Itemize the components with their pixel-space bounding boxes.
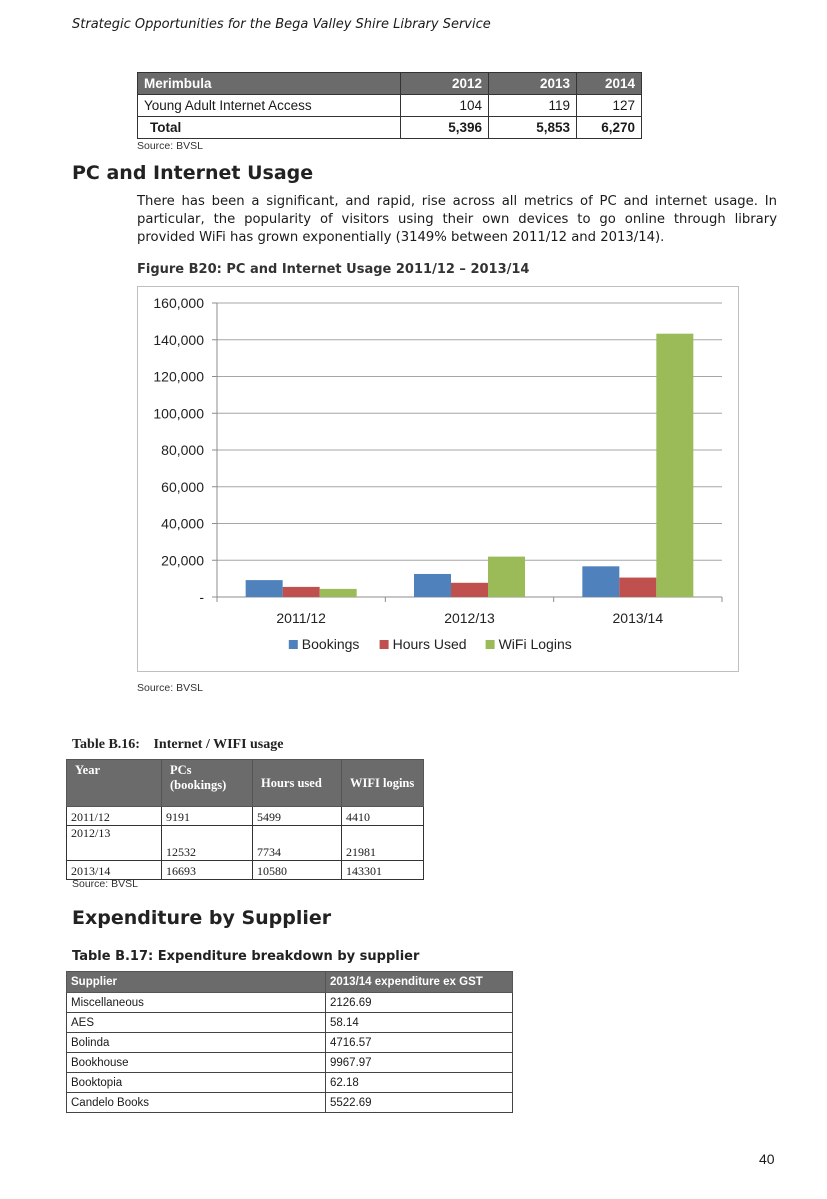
bar-bookings xyxy=(582,566,619,597)
legend-swatch xyxy=(289,640,298,649)
y-tick-label: 60,000 xyxy=(161,478,204,495)
table-b17-title: Table B.17: Expenditure breakdown by supplier xyxy=(72,949,420,964)
table-cell: Booktopia xyxy=(67,1073,326,1093)
table-row xyxy=(67,1073,513,1093)
table-header-cell: Year xyxy=(67,760,162,807)
y-tick-label: 40,000 xyxy=(161,515,204,532)
table-row xyxy=(67,807,424,826)
y-tick-label: 80,000 xyxy=(161,442,204,458)
bar-wifi-logins xyxy=(488,557,525,597)
bar-wifi-logins xyxy=(320,589,357,597)
table-cell: 10580 xyxy=(253,861,342,880)
table-cell: 5522.69 xyxy=(326,1093,513,1113)
table-cell: 104 xyxy=(401,95,489,117)
table-row xyxy=(67,993,513,1013)
table-header-cell: 2014 xyxy=(577,73,642,95)
table-header-cell: Merimbula xyxy=(138,73,401,95)
table-cell: Young Adult Internet Access xyxy=(138,95,401,117)
table-header-cell: 2012 xyxy=(401,73,489,95)
table-cell: 2126.69 xyxy=(326,993,513,1013)
y-tick-label: 120,000 xyxy=(153,368,204,385)
table-cell: 5,396 xyxy=(401,117,489,139)
table-cell: 4410 xyxy=(342,807,424,826)
body-paragraph: There has been a significant, and rapid, rise across all metrics of PC and internet usage. In particular, the popularity of visitors using their own devices to go online through library provided WiFi has grown exponentially (3149% between 2011/12 and 2013/14). xyxy=(137,194,777,245)
figure-source: Source: BVSL xyxy=(137,682,203,694)
table-header-row xyxy=(67,760,424,807)
table-cell: 9967.97 xyxy=(326,1053,513,1073)
page-number: 40 xyxy=(759,1151,775,1167)
table-cell: 21981 xyxy=(342,826,424,861)
table-row xyxy=(67,1013,513,1033)
legend-label: Bookings xyxy=(301,636,360,652)
legend-label: Hours Used xyxy=(392,636,467,652)
table-title: Internet / WIFI usage xyxy=(153,737,284,752)
y-tick-label: 160,000 xyxy=(153,295,204,311)
y-tick-label: 100,000 xyxy=(153,405,204,422)
table-cell: 4716.57 xyxy=(326,1033,513,1053)
table-row xyxy=(67,1033,513,1053)
bar-bookings xyxy=(246,580,283,597)
legend-swatch xyxy=(380,640,389,649)
table-header-cell: 2013 xyxy=(489,73,577,95)
section-heading: Expenditure by Supplier xyxy=(72,907,332,929)
chart-svg xyxy=(138,287,738,671)
table-cell: Bolinda xyxy=(67,1033,326,1053)
table-source: Source: BVSL xyxy=(137,140,203,152)
table-cell: 12532 xyxy=(162,826,253,861)
table-row xyxy=(138,95,642,117)
legend-swatch xyxy=(486,640,495,649)
table-row xyxy=(67,826,424,861)
table-header-row xyxy=(138,73,642,95)
y-tick-label: 20,000 xyxy=(161,552,204,569)
merimbula-table xyxy=(137,72,642,139)
usage-chart xyxy=(137,286,739,672)
bar-bookings xyxy=(414,574,451,597)
table-header-row xyxy=(67,972,513,993)
legend-label: WiFi Logins xyxy=(498,636,572,652)
table-source: Source: BVSL xyxy=(72,878,138,890)
table-b17 xyxy=(66,971,513,1113)
bar-hours-used xyxy=(451,583,488,597)
table-cell: 2012/13 xyxy=(67,826,162,861)
x-tick-label: 2012/13 xyxy=(444,610,495,626)
table-cell: 58.14 xyxy=(326,1013,513,1033)
bar-hours-used xyxy=(283,587,320,597)
table-row xyxy=(67,1053,513,1073)
table-cell: 2013/14 xyxy=(67,861,162,880)
table-cell: 143301 xyxy=(342,861,424,880)
section-heading: PC and Internet Usage xyxy=(72,162,314,184)
figure-caption: Figure B20: PC and Internet Usage 2011/12 – 2013/14 xyxy=(137,262,530,277)
table-cell: AES xyxy=(67,1013,326,1033)
y-tick-label: 140,000 xyxy=(153,331,204,348)
table-cell: 9191 xyxy=(162,807,253,826)
table-header-cell: Supplier xyxy=(67,972,326,993)
table-cell: Total xyxy=(138,117,401,139)
table-cell: 7734 xyxy=(253,826,342,861)
table-row xyxy=(67,861,424,880)
table-cell: 62.18 xyxy=(326,1073,513,1093)
x-tick-label: 2013/14 xyxy=(612,610,664,626)
table-row xyxy=(67,1093,513,1113)
table-b16 xyxy=(66,759,424,880)
table-cell: 119 xyxy=(489,95,577,117)
bar-hours-used xyxy=(619,578,656,597)
table-cell: 16693 xyxy=(162,861,253,880)
table-cell: Bookhouse xyxy=(67,1053,326,1073)
table-cell: 2011/12 xyxy=(67,807,162,826)
table-row-total xyxy=(138,117,642,139)
table-cell: Miscellaneous xyxy=(67,993,326,1013)
x-tick-label: 2011/12 xyxy=(276,610,326,626)
table-header-cell: PCs (bookings) xyxy=(162,760,253,807)
table-cell: 127 xyxy=(577,95,642,117)
document-header: Strategic Opportunities for the Bega Valley Shire Library Service xyxy=(72,17,491,32)
table-header-cell: Hours used xyxy=(253,760,342,807)
table-b16-title xyxy=(72,737,283,753)
table-header-cell: WIFI logins xyxy=(342,760,424,807)
bar-wifi-logins xyxy=(656,334,693,597)
y-tick-label: - xyxy=(199,589,204,605)
table-cell: Candelo Books xyxy=(67,1093,326,1113)
table-cell: 5499 xyxy=(253,807,342,826)
table-cell: 5,853 xyxy=(489,117,577,139)
table-cell: 6,270 xyxy=(577,117,642,139)
table-label: Table B.16: xyxy=(72,737,140,752)
table-header-cell: 2013/14 expenditure ex GST xyxy=(326,972,513,993)
